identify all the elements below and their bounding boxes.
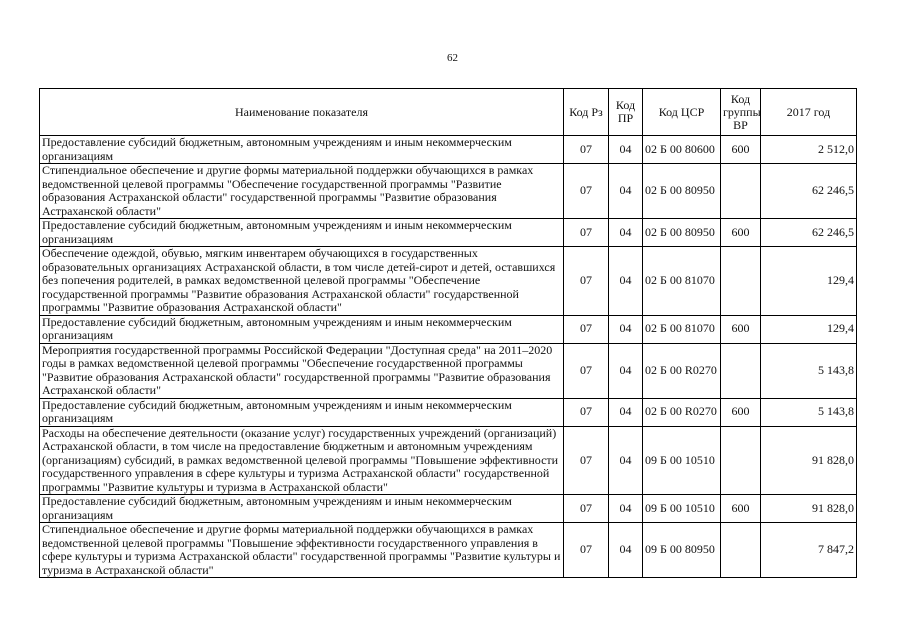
- row-amount: 91 828,0: [761, 426, 857, 495]
- row-vr: 600: [721, 495, 761, 523]
- table-row: [40, 247, 857, 316]
- table-row: [40, 343, 857, 398]
- row-name: Расходы на обеспечение деятельности (оказание услуг) государственных учреждений (организаций) Астраханской области, в том числе на предоставление бюджетным и автономным учреждениям (организациям) субсидий, в рамках ведомственной целевой программы "Повышение эффективности государственного управления в сфере культуры и туризма Астраханской области" государственной программы "Развитие культуры и туризма в Астраханской области": [40, 426, 564, 495]
- row-csr: 09 Б 00 10510: [643, 495, 721, 523]
- row-csr: 02 Б 00 81070: [643, 247, 721, 316]
- row-name: Обеспечение одеждой, обувью, мягким инвентарем обучающихся в государственных образовательных организациях Астраханской области, в том числе детей-сирот и детей, оставшихся без попечения родителей, в рамках ведомственной целевой программы "Обеспечение государственной программы "Развитие образования Астраханской области" государственной программы "Развитие образования Астраханской области": [40, 247, 564, 316]
- header-name: Наименование показателя: [40, 89, 564, 136]
- row-pr: 04: [609, 523, 643, 578]
- row-vr: [721, 343, 761, 398]
- row-amount: 7 847,2: [761, 523, 857, 578]
- table-row: [40, 136, 857, 164]
- row-rz: 07: [564, 136, 609, 164]
- row-rz: 07: [564, 343, 609, 398]
- row-vr: 600: [721, 315, 761, 343]
- row-vr: 600: [721, 136, 761, 164]
- row-pr: 04: [609, 136, 643, 164]
- table-header-row: [40, 89, 857, 136]
- table-row: [40, 219, 857, 247]
- row-vr: [721, 426, 761, 495]
- table-row: [40, 164, 857, 219]
- row-csr: 02 Б 00 R0270: [643, 343, 721, 398]
- table-row: [40, 398, 857, 426]
- row-csr: 09 Б 00 10510: [643, 426, 721, 495]
- row-vr: 600: [721, 219, 761, 247]
- row-pr: 04: [609, 398, 643, 426]
- header-csr: Код ЦСР: [643, 89, 721, 136]
- row-csr: 09 Б 00 80950: [643, 523, 721, 578]
- row-pr: 04: [609, 164, 643, 219]
- row-rz: 07: [564, 523, 609, 578]
- row-csr: 02 Б 00 80950: [643, 164, 721, 219]
- row-rz: 07: [564, 495, 609, 523]
- row-name: Мероприятия государственной программы Российской Федерации "Доступная среда" на 2011–2020 годы в рамках ведомственной целевой программы "Обеспечение государственной программы "Развитие образования Астраханской области" государственной программы "Развитие образования Астраханской области": [40, 343, 564, 398]
- row-rz: 07: [564, 426, 609, 495]
- row-csr: 02 Б 00 80600: [643, 136, 721, 164]
- row-amount: 2 512,0: [761, 136, 857, 164]
- row-rz: 07: [564, 219, 609, 247]
- row-amount: 62 246,5: [761, 219, 857, 247]
- row-pr: 04: [609, 247, 643, 316]
- row-amount: 5 143,8: [761, 398, 857, 426]
- row-vr: 600: [721, 398, 761, 426]
- header-year: 2017 год: [761, 89, 857, 136]
- row-pr: 04: [609, 343, 643, 398]
- row-name: Предоставление субсидий бюджетным, автономным учреждениям и иным некоммерческим организациям: [40, 219, 564, 247]
- row-amount: 5 143,8: [761, 343, 857, 398]
- row-amount: 129,4: [761, 247, 857, 316]
- row-pr: 04: [609, 426, 643, 495]
- row-rz: 07: [564, 164, 609, 219]
- row-amount: 62 246,5: [761, 164, 857, 219]
- row-name: Предоставление субсидий бюджетным, автономным учреждениям и иным некоммерческим организациям: [40, 495, 564, 523]
- table-row: [40, 426, 857, 495]
- row-csr: 02 Б 00 R0270: [643, 398, 721, 426]
- header-vr: Код группы ВР: [721, 89, 761, 136]
- row-csr: 02 Б 00 80950: [643, 219, 721, 247]
- row-vr: [721, 523, 761, 578]
- row-pr: 04: [609, 315, 643, 343]
- row-pr: 04: [609, 219, 643, 247]
- row-vr: [721, 164, 761, 219]
- table-row: [40, 523, 857, 578]
- header-rz: Код Рз: [564, 89, 609, 136]
- row-rz: 07: [564, 315, 609, 343]
- table-row: [40, 495, 857, 523]
- row-name: Стипендиальное обеспечение и другие формы материальной поддержки обучающихся в рамках ведомственной целевой программы "Обеспечение государственной программы "Развитие образования Астраханской области" государственной программы "Развитие образования Астраханской области": [40, 164, 564, 219]
- row-amount: 129,4: [761, 315, 857, 343]
- page-number: 62: [447, 52, 458, 64]
- row-name: Предоставление субсидий бюджетным, автономным учреждениям и иным некоммерческим организациям: [40, 315, 564, 343]
- row-pr: 04: [609, 495, 643, 523]
- row-vr: [721, 247, 761, 316]
- table-row: [40, 315, 857, 343]
- row-amount: 91 828,0: [761, 495, 857, 523]
- row-name: Стипендиальное обеспечение и другие формы материальной поддержки обучающихся в рамках ведомственной целевой программы "Повышение эффективности государственного управления в сфере культуры и туризма Астраханской области" государственной программы "Развитие культуры и туризма в Астраханской области": [40, 523, 564, 578]
- budget-table: [39, 88, 857, 578]
- row-rz: 07: [564, 247, 609, 316]
- header-pr: Код ПР: [609, 89, 643, 136]
- row-name: Предоставление субсидий бюджетным, автономным учреждениям и иным некоммерческим организациям: [40, 136, 564, 164]
- row-csr: 02 Б 00 81070: [643, 315, 721, 343]
- row-rz: 07: [564, 398, 609, 426]
- row-name: Предоставление субсидий бюджетным, автономным учреждениям и иным некоммерческим организациям: [40, 398, 564, 426]
